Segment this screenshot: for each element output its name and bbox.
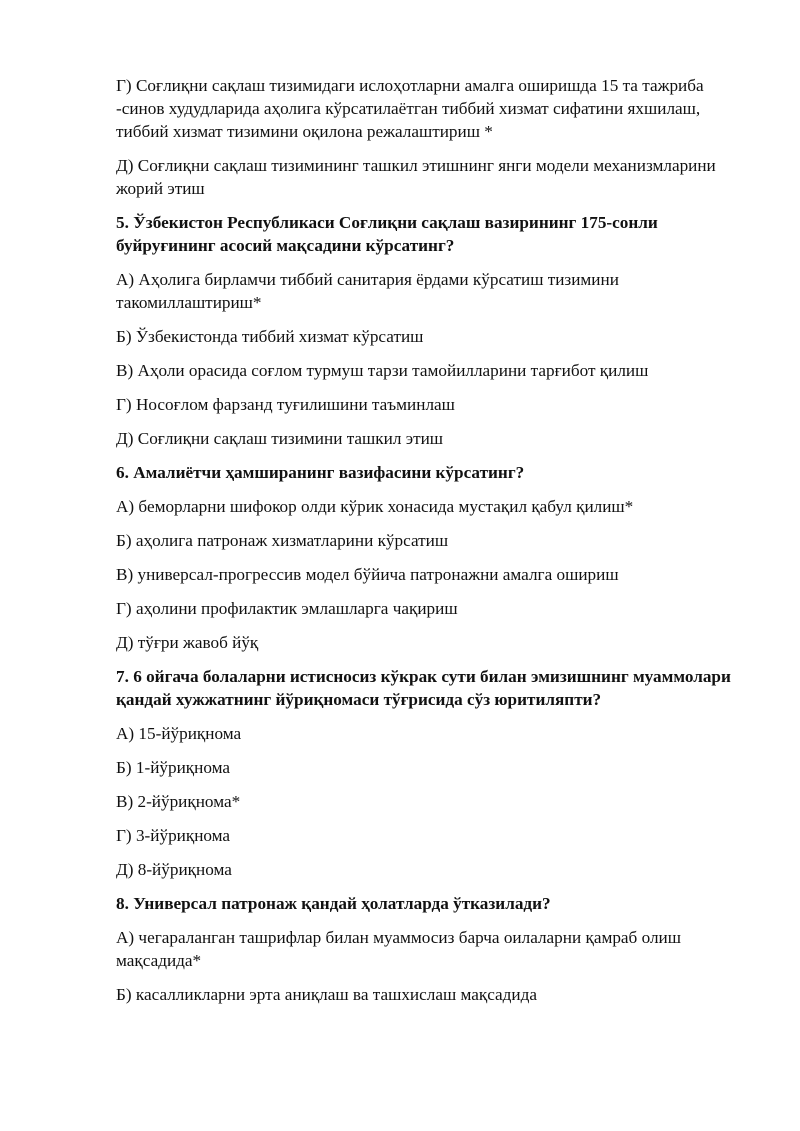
document-content bbox=[116, 74, 744, 1017]
answer-option: Г) аҳолини профилактик эмлашларга чақириш bbox=[116, 599, 458, 618]
answer-option: Г) 3-йўриқнома bbox=[116, 826, 231, 845]
answer-option: Д) 8-йўриқнома bbox=[116, 860, 232, 879]
answer-option-d: Д) Соғлиқни сақлаш тизимининг ташкил этишнинг янги модели механизмларини жорий этиш bbox=[116, 156, 716, 198]
answer-option: Г) Носоғлом фарзанд туғилишини таъминлаш bbox=[116, 395, 455, 414]
question-6: 6. Амалиётчи ҳамширанинг вазифасини кўрсатинг? bbox=[116, 463, 525, 482]
answer-option: Б) 1-йўриқнома bbox=[116, 758, 230, 777]
answer-option: Д) Соғлиқни сақлаш тизимини ташкил этиш bbox=[116, 429, 444, 448]
answer-option: В) универсал-прогрессив модел бўйича патронажни амалга ошириш bbox=[116, 565, 619, 584]
answer-option: А) чегараланган ташрифлар билан муаммосиз барча оилаларни қамраб олиш мақсадида* bbox=[116, 928, 681, 970]
answer-option: Д) тўғри жавоб йўқ bbox=[116, 633, 259, 652]
question-5: 5. Ўзбекистон Республикаси Соғлиқни сақлаш вазирининг 175-сонли буйруғининг асосий мақсадини кўрсатинг? bbox=[116, 213, 658, 255]
answer-option: В) Аҳоли орасида соғлом турмуш тарзи тамойилларини тарғибот қилиш bbox=[116, 361, 649, 380]
answer-option: Б) аҳолига патронаж хизматларини кўрсатиш bbox=[116, 531, 449, 550]
answer-option: А) 15-йўриқнома bbox=[116, 724, 242, 743]
question-8: 8. Универсал патронаж қандай ҳолатларда ўтказилади? bbox=[116, 894, 551, 913]
answer-option-g: Г) Соғлиқни сақлаш тизимидаги ислоҳотларни амалга оширишда 15 та тажриба -синов худудларида аҳолига кўрсатилаётган тиббий хизмат сифатини яхшилаш, тиббий хизмат тизимини оқилона режалаштириш * bbox=[116, 76, 704, 141]
question-7: 7. 6 ойгача болаларни истисносиз кўкрак сути билан эмизишнинг муаммолари қандай хужжатнинг йўриқномаси тўғрисида сўз юритиляпти? bbox=[116, 667, 731, 709]
answer-option: А) Аҳолига бирламчи тиббий санитария ёрдами кўрсатиш тизимини такомиллаштириш* bbox=[116, 270, 619, 312]
answer-option: Б) Ўзбекистонда тиббий хизмат кўрсатиш bbox=[116, 327, 424, 346]
answer-option: В) 2-йўриқнома* bbox=[116, 792, 241, 811]
answer-option: Б) касалликларни эрта аниқлаш ва ташхислаш мақсадида bbox=[116, 985, 538, 1004]
answer-option: А) беморларни шифокор олди кўрик хонасида мустақил қабул қилиш* bbox=[116, 497, 634, 516]
